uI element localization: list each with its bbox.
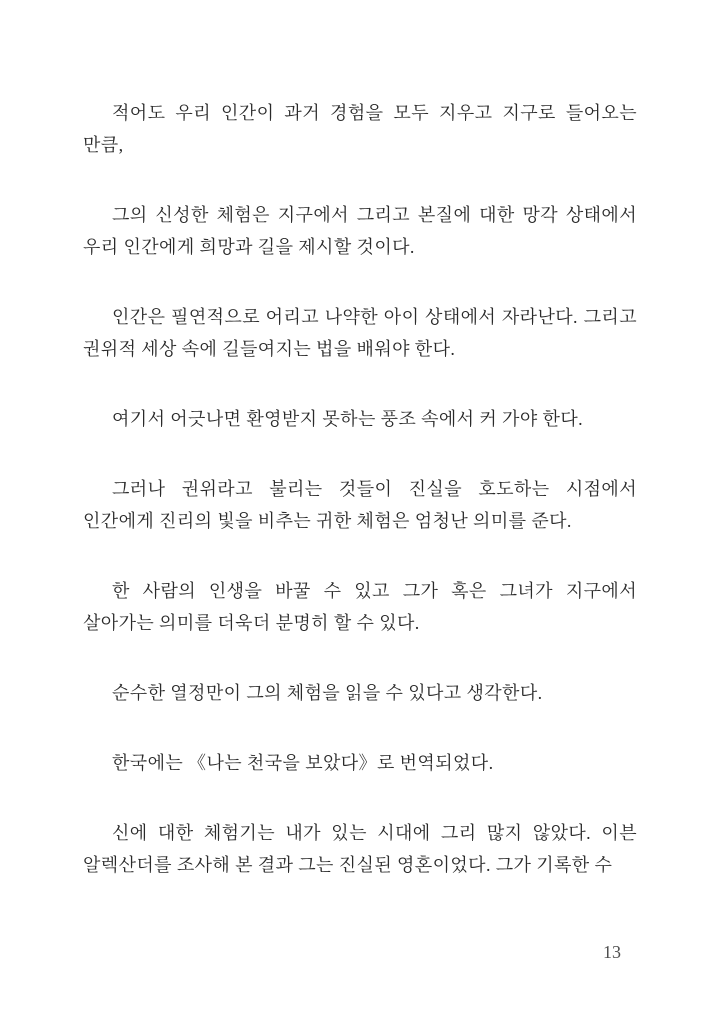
page-body (83, 97, 637, 881)
paragraph: 그러나 권위라고 불리는 것들이 진실을 호도하는 시점에서 인간에게 진리의 빛을 비추는 귀한 체험은 엄청난 의미를 준다. (83, 479, 637, 531)
page-number: 13 (603, 942, 621, 962)
paragraph: 한 사람의 인생을 바꿀 수 있고 그가 혹은 그녀가 지구에서 살아가는 의미를 더욱더 분명히 할 수 있다. (83, 581, 637, 633)
paragraph: 신에 대한 체험기는 내가 있는 시대에 그리 많지 않았다. 이븐 알렉산더를 조사해 본 결과 그는 진실된 영혼이었다. 그가 기록한 수 (83, 823, 637, 875)
paragraph: 순수한 열정만이 그의 체험을 읽을 수 있다고 생각한다. (112, 683, 543, 703)
paragraph: 인간은 필연적으로 어리고 나약한 아이 상태에서 자라난다. 그리고 권위적 세상 속에 길들여지는 법을 배워야 한다. (83, 307, 637, 359)
paragraph: 적어도 우리 인간이 과거 경험을 모두 지우고 지구로 들어오는 만큼, (83, 103, 637, 155)
paragraph: 그의 신성한 체험은 지구에서 그리고 본질에 대한 망각 상태에서 우리 인간에게 희망과 길을 제시할 것이다. (83, 205, 637, 257)
paragraph: 한국에는 《나는 천국을 보았다》로 번역되었다. (112, 753, 494, 773)
paragraph: 여기서 어긋나면 환영받지 못하는 풍조 속에서 커 가야 한다. (112, 409, 584, 429)
